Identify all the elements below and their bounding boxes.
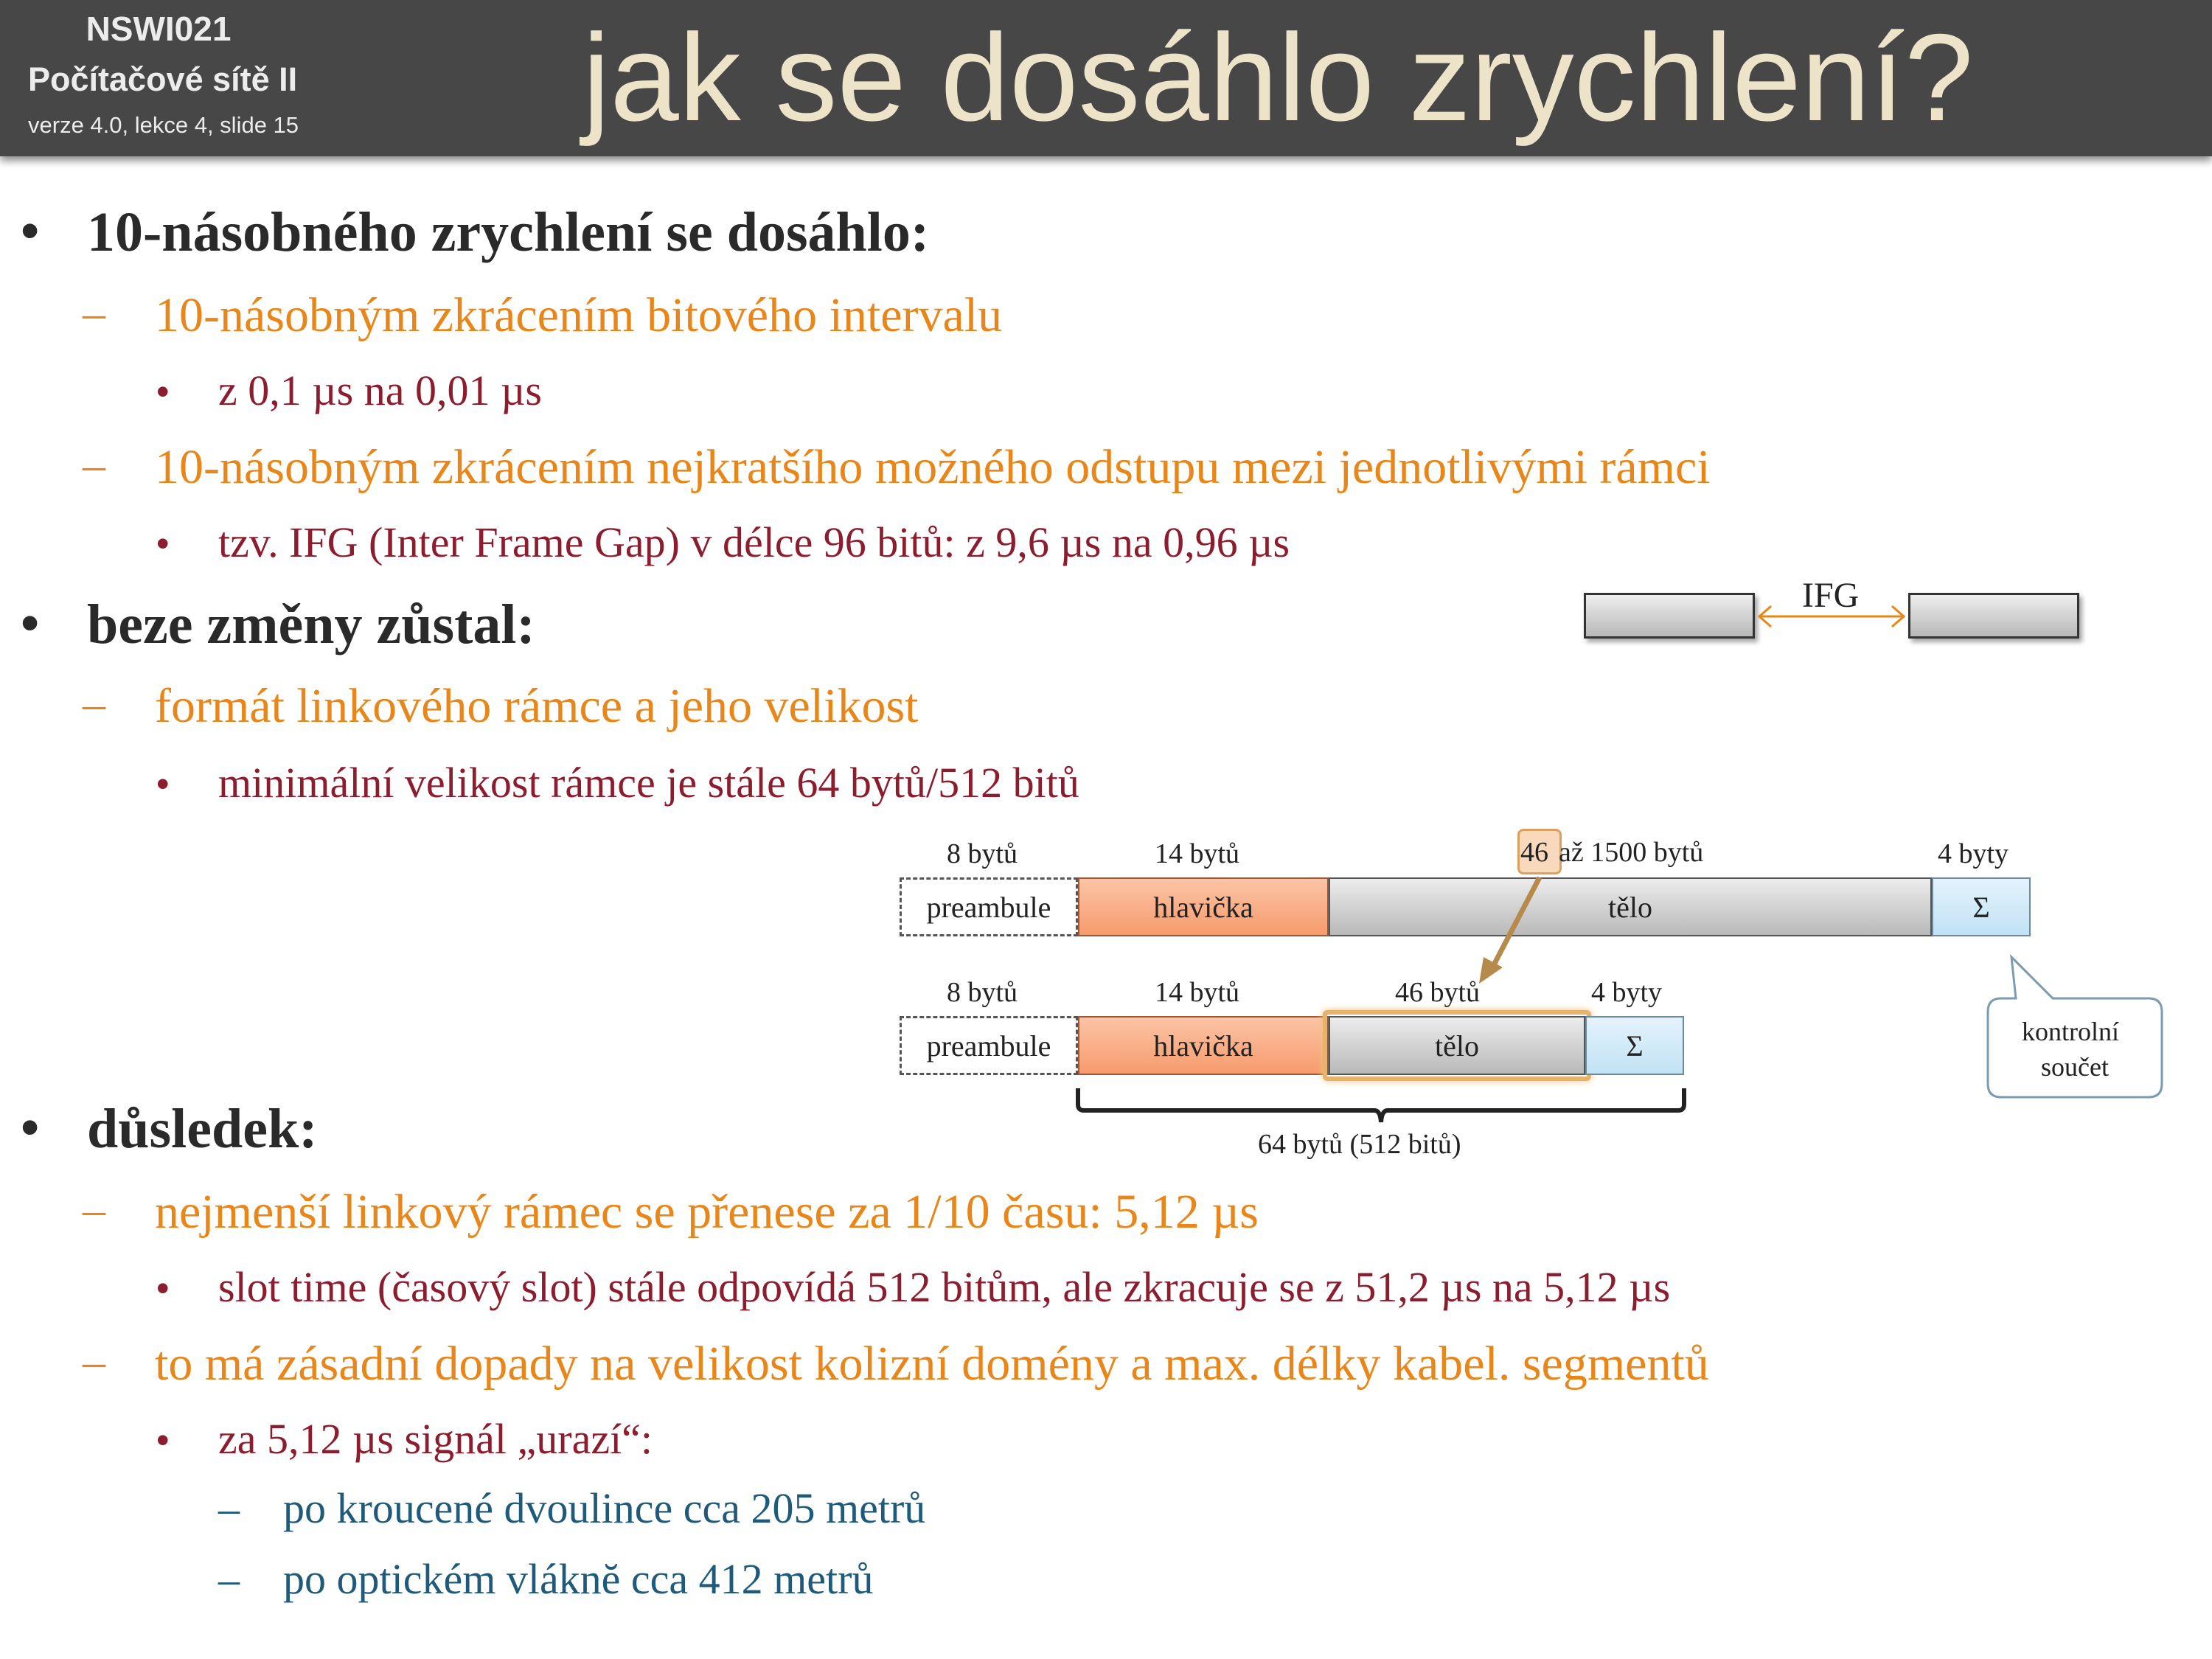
frame-top-checksum: Σ <box>1932 877 2031 936</box>
len-body-bottom: 46 bytů <box>1395 977 1481 1008</box>
len-body-min: 46 <box>1520 837 1548 868</box>
dash-marker: – <box>83 1337 105 1387</box>
course-name: Počítačové sítě II <box>28 60 298 98</box>
dash-marker: – <box>83 440 105 490</box>
bullet-marker: • <box>156 1419 170 1461</box>
bullet-consequence: důsledek: <box>87 1098 318 1160</box>
frame-top-body: tělo <box>1329 877 1932 936</box>
len-checksum-top: 4 byty <box>1938 838 2009 869</box>
frame-bottom-checksum: Σ <box>1585 1016 1684 1075</box>
bullet-collision-domain: to má zásadní dopady na velikost kolizní domény a max. délky kabel. segmentů <box>155 1337 1709 1391</box>
bullet-frame-format: formát linkového rámce a jeho velikost <box>155 679 919 733</box>
len-header-top: 14 bytů <box>1155 838 1240 869</box>
ifg-frame-right <box>1908 593 2079 639</box>
bullet-marker: • <box>21 201 40 260</box>
bullet-bit-interval-values: z 0,1 µs na 0,01 µs <box>218 366 542 414</box>
len-preamble-bottom: 8 bytů <box>947 977 1018 1008</box>
len-preamble-top: 8 bytů <box>947 838 1018 869</box>
bullet-speedup: 10-násobného zrychlení se dosáhlo: <box>87 201 930 263</box>
bullet-optical-fiber: po optickém vláknĕ cca 412 metrů <box>283 1555 874 1603</box>
slide-version: verze 4.0, lekce 4, slide 15 <box>28 112 299 138</box>
callout-line-2: součet <box>2041 1052 2109 1082</box>
frame-size-brace <box>1074 1084 1688 1128</box>
frame-top-header: hlavička <box>1078 877 1329 936</box>
frame-top-preamble: preambule <box>900 877 1078 936</box>
dash-marker: – <box>83 679 105 729</box>
dash-marker: – <box>83 288 105 338</box>
bullet-smallest-frame-time: nejmenší linkový rámec se přenese za 1/10 času: 5,12 µs <box>155 1185 1259 1239</box>
len-checksum-bottom: 4 byty <box>1591 977 1663 1008</box>
dash-marker: – <box>218 1555 240 1603</box>
course-code: NSWI021 <box>86 10 232 48</box>
slide-header <box>0 0 2212 156</box>
frame-total-size: 64 bytů (512 bitů) <box>1258 1129 1461 1160</box>
bullet-twisted-pair: po kroucené dvoulince cca 205 metrů <box>283 1484 926 1532</box>
ifg-frame-left <box>1584 593 1755 639</box>
bullet-slot-time: slot time (časový slot) stále odpovídá 512 bitům, ale zkracuje se z 51,2 µs na 5,12 µs <box>218 1263 1671 1311</box>
frame-bottom-header: hlavička <box>1078 1016 1329 1075</box>
bullet-marker: • <box>156 763 170 804</box>
bullet-marker: • <box>21 1098 40 1157</box>
dash-marker: – <box>83 1185 105 1235</box>
bullet-marker: • <box>156 523 170 564</box>
bullet-marker: • <box>156 1267 170 1309</box>
frame-bottom-body: tělo <box>1329 1016 1585 1075</box>
bullet-marker: • <box>156 371 170 412</box>
frame-bottom-preamble: preambule <box>900 1016 1078 1075</box>
bullet-marker: • <box>21 594 40 653</box>
len-header-bottom: 14 bytů <box>1155 977 1240 1008</box>
ifg-label: IFG <box>1802 576 1860 615</box>
bullet-unchanged: beze změny zůstal: <box>87 594 535 655</box>
callout-line-1: kontrolní <box>2022 1017 2119 1046</box>
bullet-bit-interval: 10-násobným zkrácením bitového intervalu <box>155 288 1003 342</box>
bullet-signal-distance: za 5,12 µs signál „urazí“: <box>218 1415 653 1463</box>
slide-title: jak se dosáhlo zrychlení? <box>582 8 1974 147</box>
bullet-ifg-values: tzv. IFG (Inter Frame Gap) v délce 96 bitů: z 9,6 µs na 0,96 µs <box>218 518 1290 566</box>
bullet-min-frame-size: minimální velikost rámce je stále 64 bytů/512 bitů <box>218 759 1079 807</box>
len-body-range: až 1500 bytů <box>1559 837 1704 868</box>
dash-marker: – <box>218 1484 240 1532</box>
arrow-46-to-body <box>1475 870 1556 988</box>
bullet-frame-gap: 10-násobným zkrácením nejkratšího možného odstupu mezi jednotlivými rámci <box>155 440 1711 494</box>
